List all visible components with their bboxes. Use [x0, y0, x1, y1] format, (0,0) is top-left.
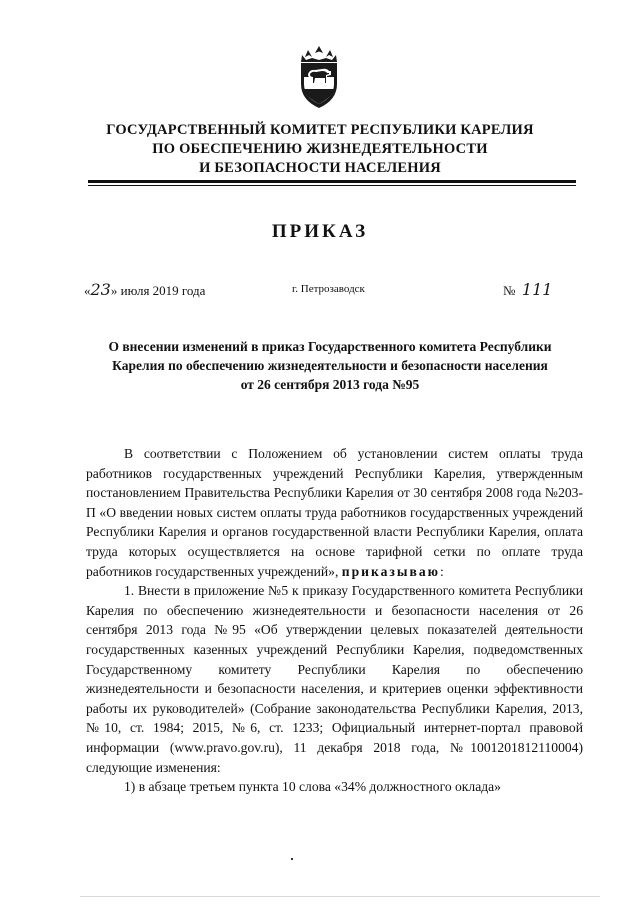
- order-keyword: приказываю: [341, 563, 441, 579]
- document-type-title: ПРИКАЗ: [271, 221, 369, 242]
- body-paragraph-subitem-1: 1) в абзаце третьем пункта 10 слова «34% должностного оклада»: [124, 779, 501, 795]
- scan-speck: [291, 858, 293, 860]
- org-name-line-1: ГОСУДАРСТВЕННЫЙ КОМИТЕТ РЕСПУБЛИКИ КАРЕЛИЯ: [106, 122, 534, 138]
- date-month-year: » июля 2019 года: [110, 283, 206, 298]
- document-date: [84, 280, 205, 299]
- subject-line-1: О внесении изменений в приказ Государственного комитета Республики: [108, 339, 552, 354]
- number-label: №: [503, 283, 516, 298]
- date-day-handwritten: 23: [90, 280, 111, 299]
- preamble-text: В соответствии с Положением об установлении систем оплаты труда работников государственных учреждений Республики Карелия, утвержденным постановлением Правительства Республики Карелия от 30 сентября 2008 года №203-П «О введении новых систем оплаты труда работников государственных учреждений Республики Карелия и органов государственной власти Республики Карелия, оплата труда которых осуществляется на основе тарифной сетки по оплате труда работников государственных учреждений»,: [86, 446, 583, 579]
- header-divider-thin: [88, 185, 576, 186]
- scan-edge-line: [80, 896, 600, 897]
- document-body: [86, 444, 583, 797]
- order-keyword-colon: :: [440, 563, 444, 579]
- date-open-quote: «: [84, 283, 91, 298]
- document-number: [503, 280, 552, 299]
- org-name-line-3: И БЕЗОПАСНОСТИ НАСЕЛЕНИЯ: [199, 160, 441, 176]
- document-city: г. Петрозаводск: [292, 283, 365, 295]
- org-name-line-2: ПО ОБЕСПЕЧЕНИЮ ЖИЗНЕДЕЯТЕЛЬНОСТИ: [152, 141, 488, 157]
- body-paragraph-item-1: 1. Внести в приложение №5 к приказу Государственного комитета Республики Карелия по обеспечению жизнедеятельности и безопасности населения от 26 сентября 2013 года №95 «Об утверждении целевых показателей деятельности государственных казенных учреждений Республики Карелия, подведомственных Государственному комитету Республики Карелия по обеспечению жизнедеятельности и безопасности населения, и критериев оценки эффективности работы их руководителей» (Собрание законодательства Республики Карелия, 2013, №10, ст. 1984; 2015, №6, ст. 1233; Официальный интернет-портал правовой информации (www.pravo.gov.ru), 11 декабря 2018 года, №1001201812110004) следующие изменения:: [86, 583, 583, 775]
- coat-of-arms-icon: [296, 44, 342, 110]
- subject-line-3: от 26 сентября 2013 года №95: [240, 377, 420, 392]
- subject-line-2: Карелия по обеспечению жизнедеятельности и безопасности населения: [112, 358, 548, 373]
- document-subject: [70, 337, 590, 394]
- header-divider-thick: [88, 180, 576, 183]
- body-paragraph-preamble: [86, 444, 583, 581]
- number-value-handwritten: 111: [521, 280, 553, 299]
